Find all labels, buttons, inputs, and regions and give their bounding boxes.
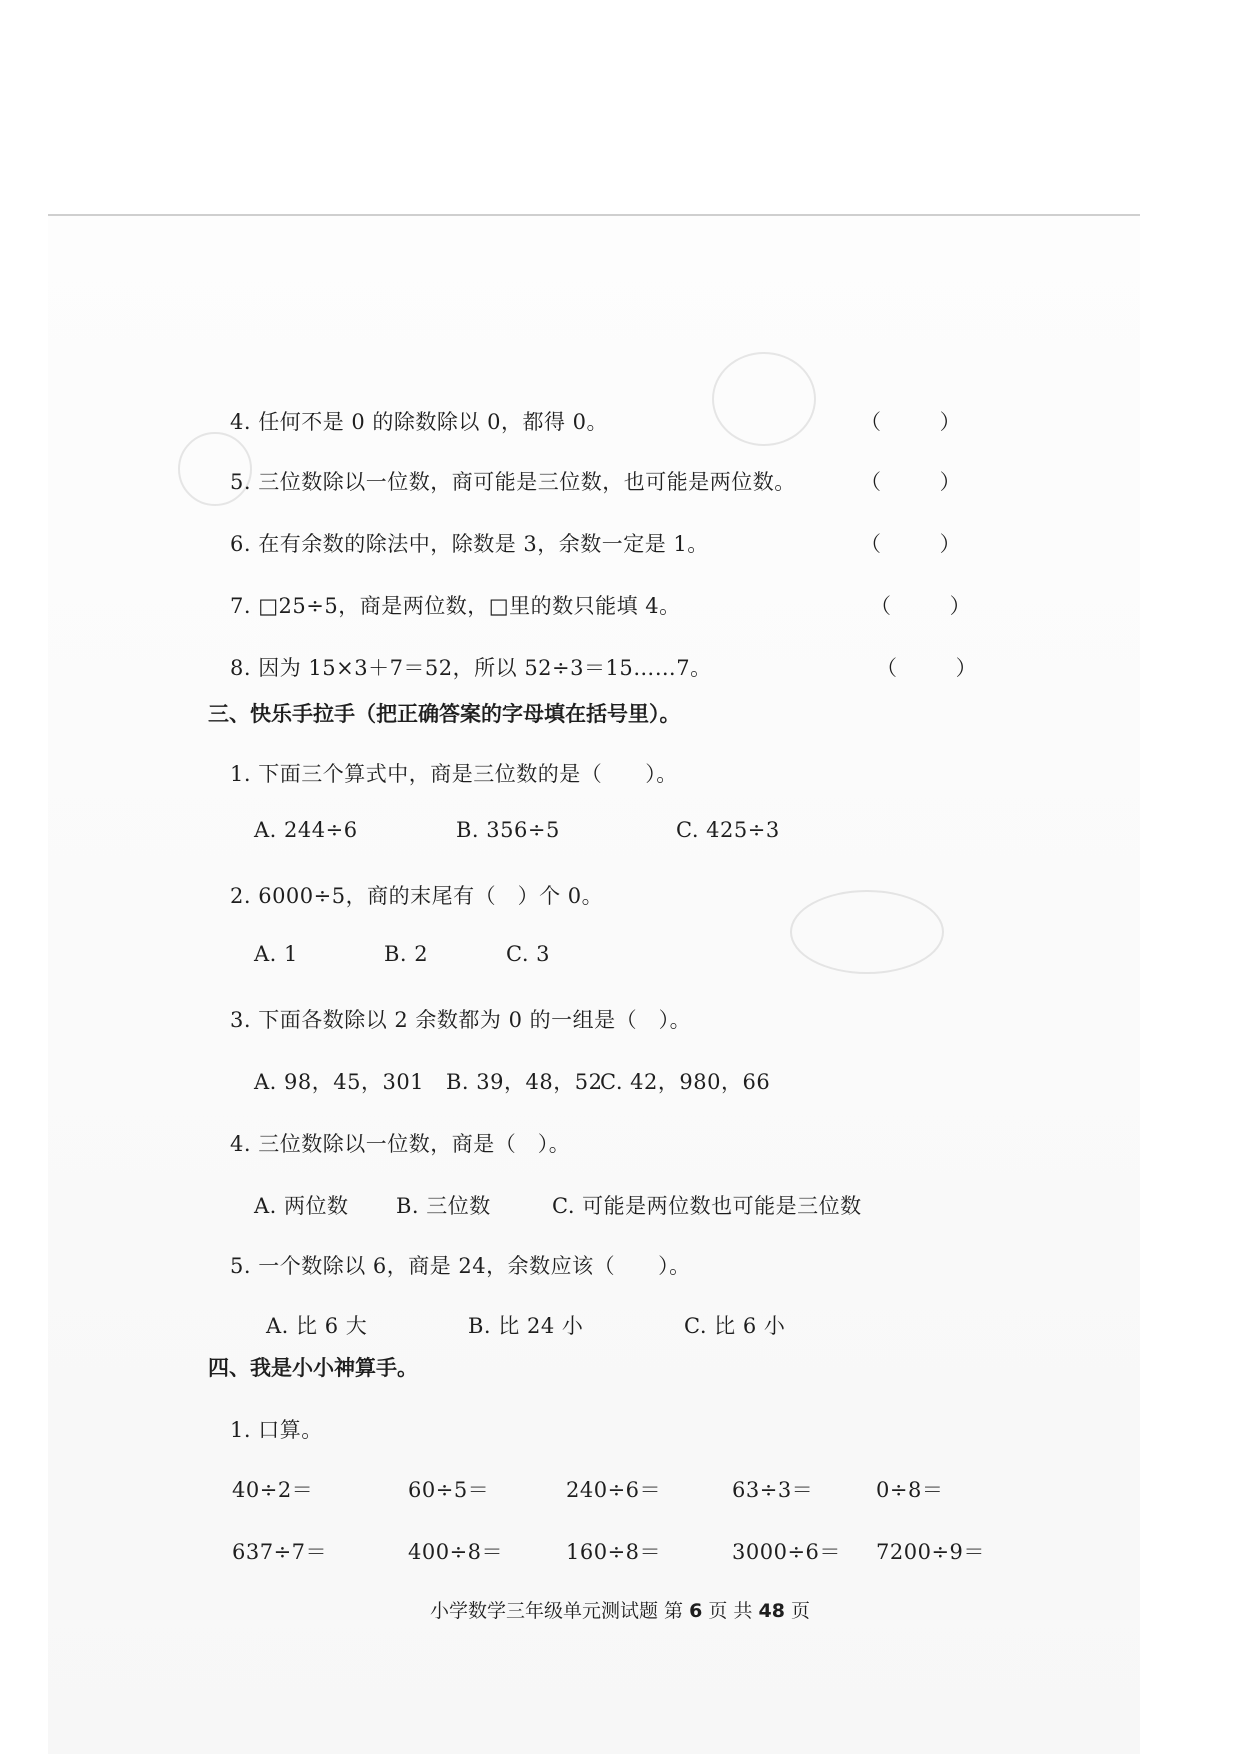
answer-paren: （ ） [860, 532, 987, 556]
footer-page-prefix: 第 [664, 1600, 684, 1622]
judgement-item-6: 6. 在有余数的除法中，除数是 3，余数一定是 1。 [230, 532, 709, 556]
question-2: 2. 6000÷5，商的末尾有（ ）个 0。 [230, 884, 604, 908]
judgement-item-8: 8. 因为 15×3＋7＝52，所以 52÷3＝15……7。 [230, 656, 712, 680]
section-3-title: 三、快乐手拉手（把正确答案的字母填在括号里）。 [208, 702, 681, 726]
answer-paren: （ ） [860, 410, 987, 434]
footer-page-number: 6 [689, 1600, 703, 1622]
question-3: 3. 下面各数除以 2 余数都为 0 的一组是（ ）。 [230, 1008, 692, 1032]
footer-title: 小学数学三年级单元测试题 [429, 1600, 658, 1622]
answer-paren: （ ） [876, 656, 1003, 680]
calc-item: 160÷8＝ [566, 1540, 662, 1564]
option-b: B. 比 24 小 [468, 1314, 584, 1338]
option-a: A. 98，45，301 [254, 1070, 425, 1094]
answer-paren: （ ） [860, 470, 987, 494]
page-footer [0, 1596, 1240, 1623]
option-c: C. 比 6 小 [684, 1314, 786, 1338]
section-4-title: 四、我是小小神算手。 [208, 1356, 418, 1380]
judgement-item-5: 5. 三位数除以一位数，商可能是三位数，也可能是两位数。 [230, 470, 796, 494]
calc-item: 3000÷6＝ [732, 1540, 841, 1564]
question-1: 1. 下面三个算式中，商是三位数的是（ ）。 [230, 762, 678, 786]
option-b: B. 2 [384, 942, 429, 966]
calc-item: 240÷6＝ [566, 1478, 662, 1502]
option-b: B. 39，48，52 [446, 1070, 603, 1094]
calc-item: 7200÷9＝ [876, 1540, 985, 1564]
footer-page-total: 48 [758, 1600, 785, 1622]
calc-item: 40÷2＝ [232, 1478, 314, 1502]
option-c: C. 3 [506, 942, 551, 966]
option-c: C. 425÷3 [676, 818, 780, 842]
option-a: A. 1 [254, 942, 298, 966]
bleed-through-circle [790, 890, 944, 974]
option-b: B. 356÷5 [456, 818, 560, 842]
calc-item: 637÷7＝ [232, 1540, 328, 1564]
option-a: A. 244÷6 [254, 818, 358, 842]
calc-item: 63÷3＝ [732, 1478, 814, 1502]
oral-calc-heading: 1. 口算。 [230, 1418, 323, 1442]
answer-paren: （ ） [870, 594, 997, 618]
option-c: C. 可能是两位数也可能是三位数 [552, 1194, 862, 1218]
judgement-item-7: 7. □25÷5，商是两位数，□里的数只能填 4。 [230, 594, 681, 618]
question-4: 4. 三位数除以一位数，商是（ ）。 [230, 1132, 571, 1156]
question-5: 5. 一个数除以 6，商是 24，余数应该（ ）。 [230, 1254, 691, 1278]
calc-item: 60÷5＝ [408, 1478, 490, 1502]
footer-page-suffix: 页 [790, 1600, 810, 1622]
footer-page-mid: 页 共 [708, 1600, 753, 1622]
option-c: C. 42，980，66 [600, 1070, 771, 1094]
option-b: B. 三位数 [396, 1194, 491, 1218]
calc-item: 400÷8＝ [408, 1540, 504, 1564]
option-a: A. 比 6 大 [266, 1314, 368, 1338]
calc-item: 0÷8＝ [876, 1478, 944, 1502]
bleed-through-circle [712, 352, 816, 446]
option-a: A. 两位数 [254, 1194, 349, 1218]
judgement-item-4: 4. 任何不是 0 的除数除以 0，都得 0。 [230, 410, 608, 434]
